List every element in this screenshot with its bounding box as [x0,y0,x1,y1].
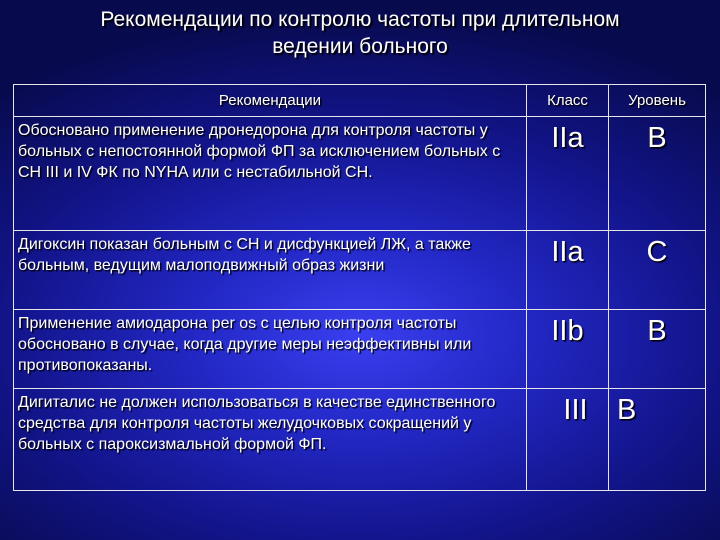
level-cell: B [609,389,706,491]
table-row [14,310,706,389]
table-row [14,231,706,310]
slide-title-line-2: ведении больного [272,35,448,58]
class-cell: IIa [527,117,609,231]
recommendation-cell: Применение амиодарона per os с целью контроля частоты обосновано в случае, когда другие меры неэффективны или противопоказаны. [14,310,527,389]
table-row [14,117,706,231]
class-cell: IIa [527,231,609,310]
level-cell: B [609,310,706,389]
recommendation-cell: Дигоксин показан больным с СН и дисфункцией ЛЖ, а также больным, ведущим малоподвижный образ жизни [14,231,527,310]
header-level: Уровень [609,85,706,117]
recommendations-table [13,84,706,491]
recommendation-cell: Обосновано применение дронедорона для контроля частоты у больных с непостоянной формой ФП за исключением больных с СН III и IV ФК по NYHA или с нестабильной СН. [14,117,527,231]
table-header-row [14,85,706,117]
slide-title [0,6,720,60]
level-cell: B [609,117,706,231]
header-recommendation: Рекомендации [14,85,527,117]
level-cell: C [609,231,706,310]
class-cell: III [527,389,609,491]
slide-title-line-1: Рекомендации по контролю частоты при длительном [100,8,620,31]
table-row [14,389,706,491]
recommendation-cell: Дигиталис не должен использоваться в качестве единственного средства для контроля частоты желудочковых сокращений у больных с пароксизмальной формой ФП. [14,389,527,491]
header-class: Класс [527,85,609,117]
class-cell: IIb [527,310,609,389]
